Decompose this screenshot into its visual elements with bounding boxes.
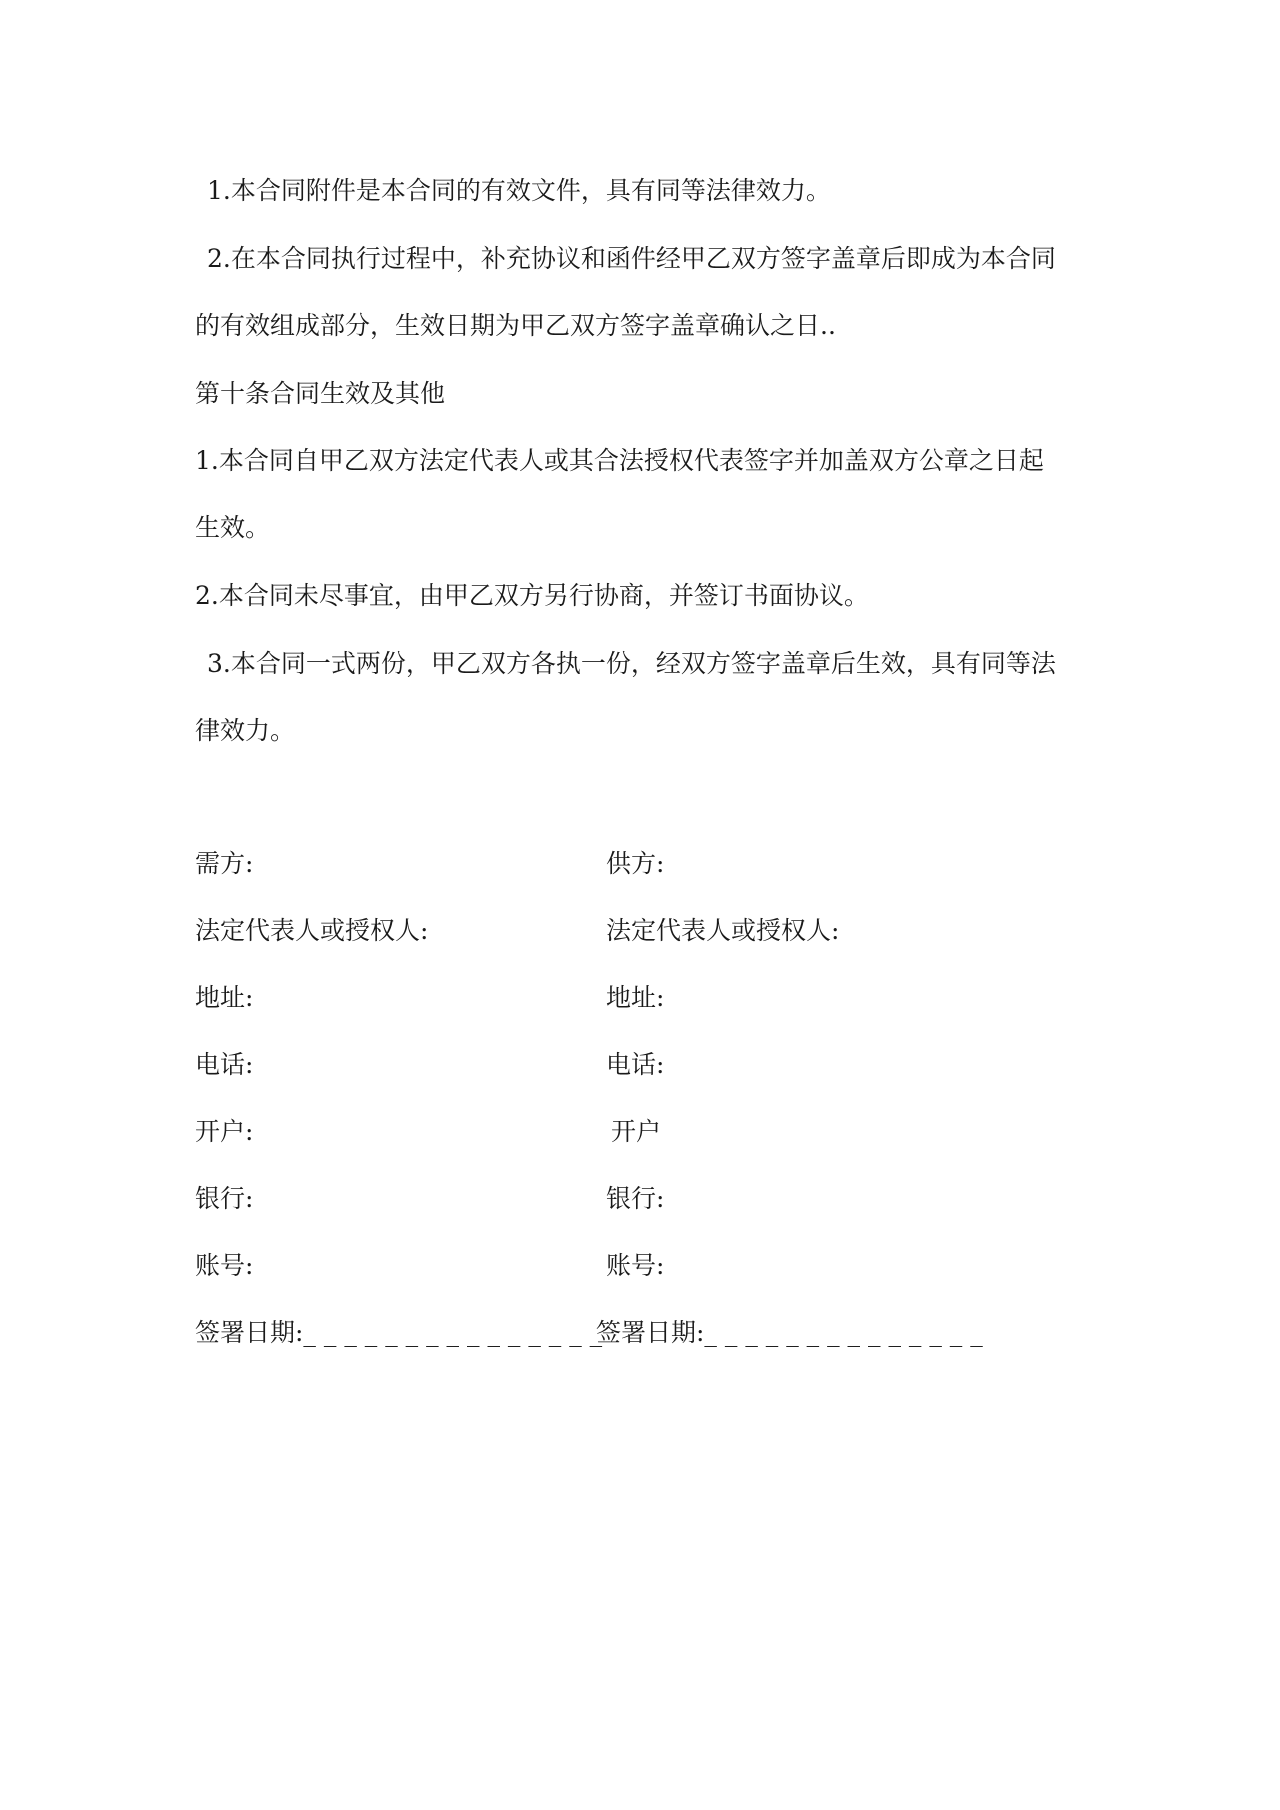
supplier-phone-label: 电话: — [606, 1050, 665, 1079]
clause-copies-line1: 3.本合同一式两份，甲乙双方各执一份，经双方签字盖章后生效，具有同等法 — [207, 649, 1056, 678]
clause-effective-line1: 1.本合同自甲乙双方法定代表人或其合法授权代表签字并加盖双方公章之日起 — [195, 446, 1044, 475]
buyer-phone-label: 电话: — [195, 1050, 254, 1079]
clause-unresolved-matters: 2.本合同未尽事宜，由甲乙双方另行协商，并签订书面协议。 — [195, 581, 869, 610]
clause-copies-line2: 律效力。 — [195, 716, 296, 745]
buyer-account-number-label: 账号: — [195, 1251, 254, 1280]
clause-attachment-validity: 1.本合同附件是本合同的有效文件，具有同等法律效力。 — [207, 176, 831, 205]
section-heading: 第十条合同生效及其他 — [195, 379, 446, 408]
supplier-representative-label: 法定代表人或授权人: — [606, 916, 840, 945]
supplier-address-label: 地址: — [606, 983, 665, 1012]
clause-supplement-line1: 2.在本合同执行过程中，补充协议和函件经甲乙双方签字盖章后即成为本合同 — [207, 244, 1056, 273]
supplier-party-label: 供方: — [606, 849, 665, 878]
supplier-account-number-label: 账号: — [606, 1251, 665, 1280]
buyer-account-open-label: 开户: — [195, 1117, 254, 1146]
supplier-signing-date: 签署日期:_ _ _ _ _ _ _ _ _ _ _ _ _ _ — [596, 1318, 983, 1347]
buyer-signing-date: 签署日期:_ _ _ _ _ _ _ _ _ _ _ _ _ _ _ — [195, 1318, 603, 1347]
supplier-bank-label: 银行: — [606, 1184, 665, 1213]
clause-supplement-line2: 的有效组成部分，生效日期为甲乙双方签字盖章确认之日.. — [195, 311, 836, 340]
buyer-bank-label: 银行: — [195, 1184, 254, 1213]
buyer-address-label: 地址: — [195, 983, 254, 1012]
buyer-representative-label: 法定代表人或授权人: — [195, 916, 429, 945]
buyer-party-label: 需方: — [195, 849, 254, 878]
clause-effective-line2: 生效。 — [195, 513, 271, 542]
supplier-account-open-label: 开户 — [611, 1117, 662, 1146]
